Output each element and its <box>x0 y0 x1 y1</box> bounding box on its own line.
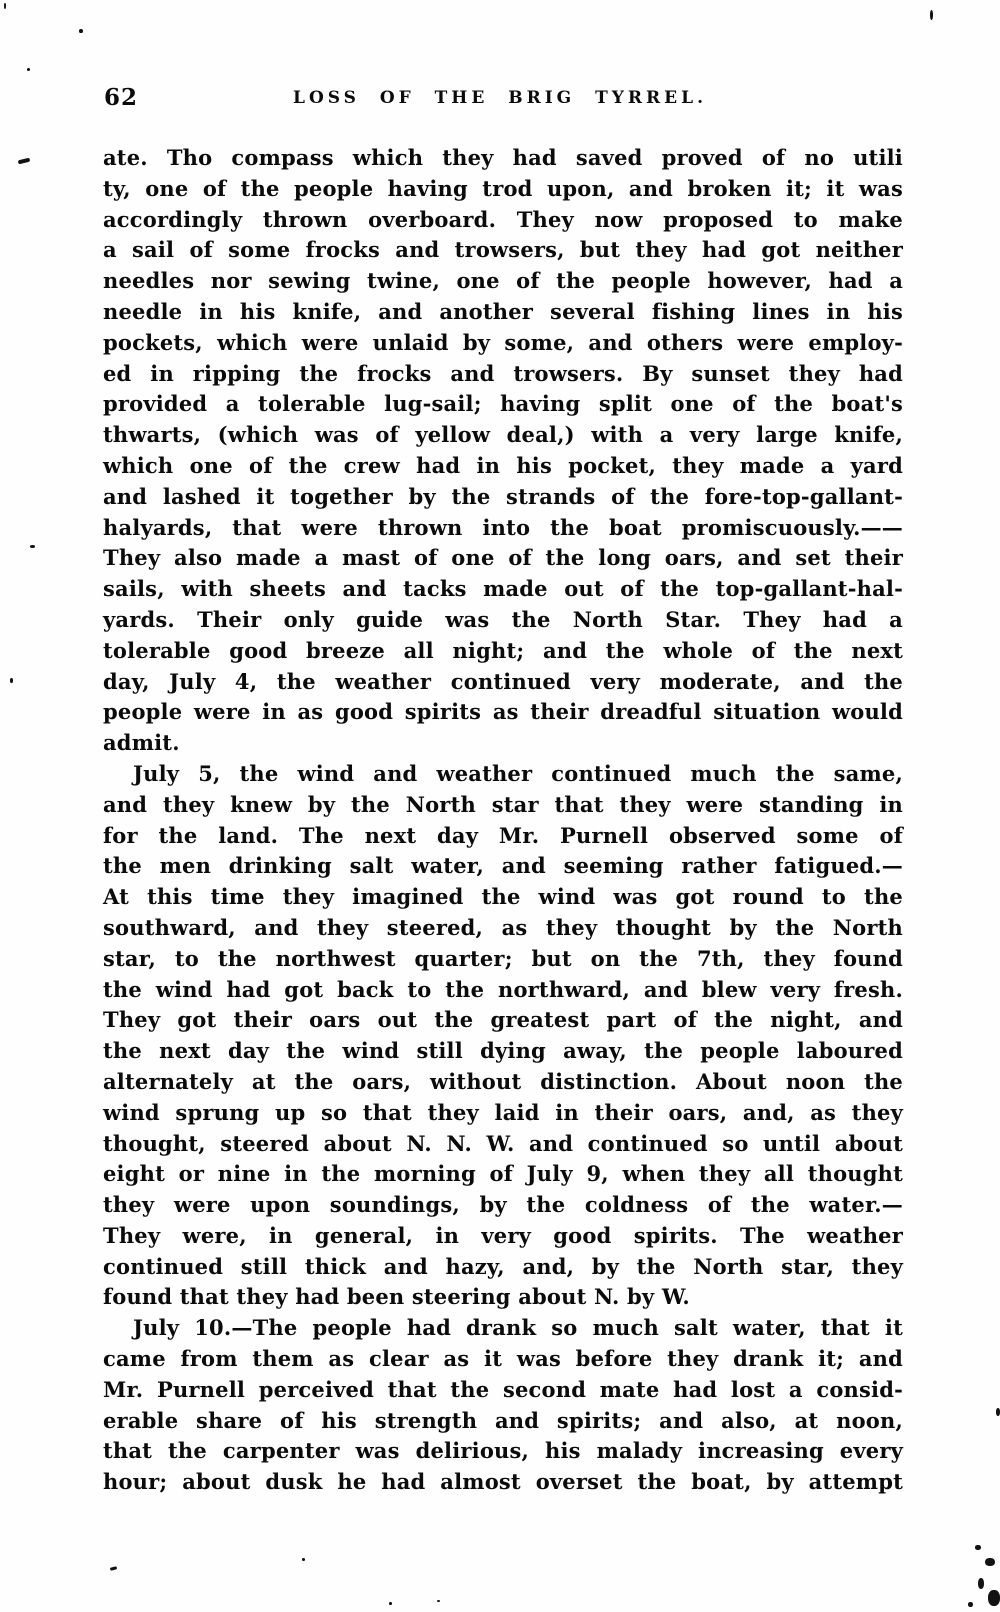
text-line: and lashed it together by the strands of the fore-top-gallant- <box>103 483 903 509</box>
page-number: 62 <box>104 84 139 111</box>
text-line: continued still thick and hazy, and, by the North star, they <box>103 1253 903 1279</box>
text-line: hour; about dusk he had almost overset the boat, by attempt <box>103 1469 903 1495</box>
text-line: alternately at the oars, without distinction. About noon the <box>103 1068 903 1094</box>
text-line: thought, steered about N. N. W. and continued so until about <box>103 1130 903 1156</box>
text-line: Mr. Purnell perceived that the second mate had lost a consid- <box>103 1376 903 1402</box>
ink-speck <box>988 1590 1000 1606</box>
text-line: yards. Their only guide was the North Star. They had a <box>103 606 903 632</box>
running-head <box>0 84 1000 112</box>
text-line: thwarts, (which was of yellow deal,) with a very large knife, <box>103 422 903 448</box>
text-line: which one of the crew had in his pocket, they made a yard <box>103 452 903 478</box>
text-line: They got their oars out the greatest part of the night, and <box>103 1007 903 1033</box>
running-title: LOSS OF THE BRIG TYRREL. <box>292 88 707 108</box>
text-line: ed in ripping the frocks and trowsers. By sunset they had <box>103 360 903 386</box>
ink-speck <box>437 1600 440 1602</box>
paragraph <box>103 1313 903 1498</box>
text-line: the men drinking salt water, and seeming rather fatigued.— <box>103 853 903 879</box>
ink-speck <box>79 29 83 33</box>
text-line: July 10.—The people had drank so much salt water, that it <box>133 1315 903 1341</box>
ink-speck <box>975 1545 981 1550</box>
text-line: found that they had been steering about N. by W. <box>103 1284 690 1310</box>
text-line: admit. <box>103 730 180 756</box>
ink-speck <box>27 68 30 71</box>
text-line: and they knew by the North star that they were standing in <box>103 791 903 817</box>
text-line: a sail of some frocks and trowsers, but they had got neither <box>103 237 903 263</box>
ink-speck <box>18 158 31 165</box>
ink-speck <box>110 1566 118 1571</box>
text-line: tolerable good breeze all night; and the whole of the next <box>103 637 903 663</box>
ink-speck <box>4 3 6 9</box>
text-line: They were, in general, in very good spirits. The weather <box>103 1222 903 1248</box>
text-line: erable share of his strength and spirits; and also, at noon, <box>103 1407 903 1433</box>
text-line: for the land. The next day Mr. Purnell observed some of <box>103 822 903 848</box>
text-line: accordingly thrown overboard. They now proposed to make <box>103 206 903 232</box>
text-line: southward, and they steered, as they thought by the North <box>103 914 903 940</box>
text-line: star, to the northwest quarter; but on the 7th, they found <box>103 945 903 971</box>
text-line: they were upon soundings, by the coldness of the water.— <box>103 1192 903 1218</box>
text-line: wind sprung up so that they laid in their oars, and, as they <box>103 1099 903 1125</box>
text-line: ty, one of the people having trod upon, and broken it; it was <box>103 175 903 201</box>
ink-speck <box>389 1602 392 1605</box>
body-text <box>103 143 903 1498</box>
text-line: pockets, which were unlaid by some, and others were employ- <box>103 329 903 355</box>
ink-speck <box>302 1558 305 1561</box>
text-line: needles nor sewing twine, one of the people however, had a <box>103 268 903 294</box>
paragraph <box>103 759 903 1313</box>
ink-speck <box>30 545 35 548</box>
ink-speck <box>968 1602 973 1607</box>
text-line: the wind had got back to the northward, and blew very fresh. <box>103 976 903 1002</box>
text-line: came from them as clear as it was before they drank it; and <box>103 1346 903 1372</box>
text-line: that the carpenter was delirious, his malady increasing every <box>103 1438 903 1464</box>
paragraph <box>103 143 903 759</box>
text-line: day, July 4, the weather continued very moderate, and the <box>103 668 903 694</box>
text-line: July 5, the wind and weather continued much the same, <box>133 760 903 786</box>
ink-speck <box>930 10 933 20</box>
text-line: needle in his knife, and another several fishing lines in his <box>103 298 903 324</box>
text-line: They also made a mast of one of the long oars, and set their <box>103 545 903 571</box>
text-line: provided a tolerable lug-sail; having split one of the boat's <box>103 391 903 417</box>
ink-speck <box>996 1408 1000 1416</box>
ink-speck <box>10 678 13 683</box>
text-line: eight or nine in the morning of July 9, when they all thought <box>103 1161 903 1187</box>
text-line: At this time they imagined the wind was got round to the <box>103 884 903 910</box>
text-line: halyards, that were thrown into the boat promiscuously.—— <box>103 514 903 540</box>
ink-speck <box>985 1558 995 1566</box>
text-line: the next day the wind still dying away, the people laboured <box>103 1038 903 1064</box>
text-line: ate. Tho compass which they had saved proved of no utili <box>103 145 903 170</box>
text-line: people were in as good spirits as their dreadful situation would <box>103 699 903 725</box>
ink-speck <box>978 1578 984 1589</box>
text-line: sails, with sheets and tacks made out of the top-gallant-hal- <box>103 576 903 602</box>
